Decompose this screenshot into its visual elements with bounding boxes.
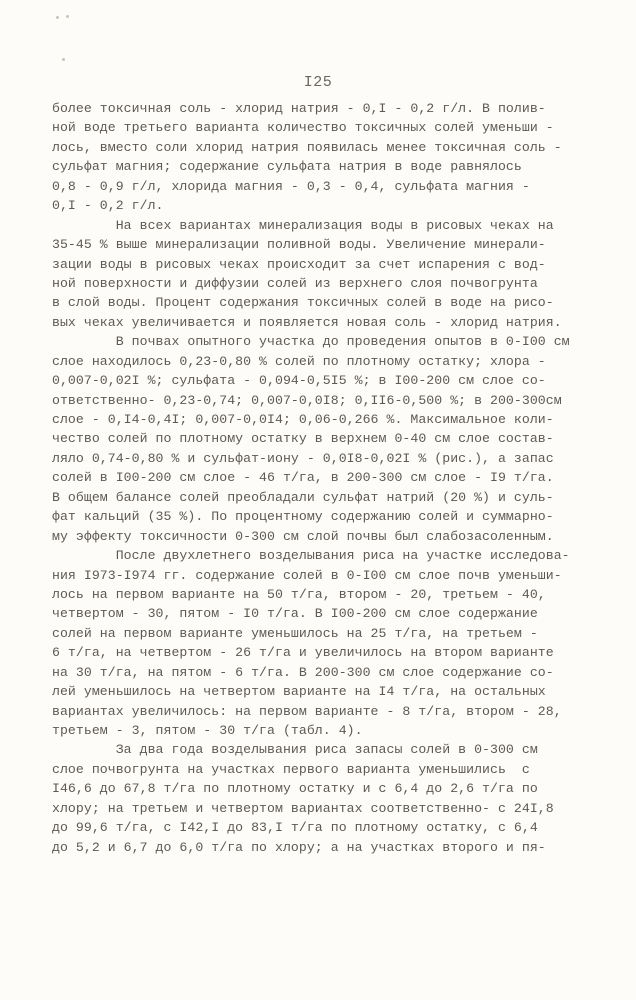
text-line: ной поверхности и диффузии солей из верхнего слоя почвогрунта [52, 275, 538, 291]
text-line: 0,007-0,02I %; сульфата - 0,094-0,5I5 %; в I00-200 см слое со- [52, 373, 546, 389]
text-line: лось на первом варианте на 50 т/га, втором - 20, третьем - 40, [52, 586, 546, 602]
text-line: 35-45 % выше минерализации поливной воды. Увеличение минерали- [52, 237, 546, 253]
text-line: четвертом - 30, пятом - I0 т/га. В I00-200 см слое содержание [52, 606, 538, 622]
text-line: чество солей по плотному остатку в верхнем 0-40 см слое состав- [52, 431, 554, 447]
text-line: В общем балансе солей преобладали сульфат натрий (20 %) и суль- [52, 489, 554, 505]
text-line: ния I973-I974 гг. содержание солей в 0-I00 см слое почв уменьши- [52, 567, 562, 583]
text-line: лось, вместо соли хлорид натрия появилась менее токсичная соль - [52, 139, 562, 155]
text-line: сульфат магния; содержание сульфата натрия в воде равнялось [52, 159, 522, 175]
text-line: ной воде третьего варианта количество токсичных солей уменьши - [52, 120, 554, 136]
text-line: ляло 0,74-0,80 % и сульфат-иону - 0,0I8-0,02I % (рис.), а запас [52, 450, 554, 466]
text-line: На всех вариантах минерализация воды в рисовых чеках на [52, 217, 554, 233]
text-line: фат кальций (35 %). По процентному содержанию солей и суммарно- [52, 509, 554, 525]
text-line: солей на первом варианте уменьшилось на 25 т/га, на третьем - [52, 625, 538, 641]
page-number: I25 [303, 74, 333, 91]
text-line: на 30 т/га, на пятом - 6 т/га. В 200-300 см слое содержание со- [52, 664, 554, 680]
text-line: 6 т/га, на четвертом - 26 т/га и увеличилось на втором варианте [52, 645, 554, 661]
text-line: ответственно- 0,23-0,74; 0,007-0,0I8; 0,II6-0,500 %; в 200-300см [52, 392, 562, 408]
text-line: слое - 0,I4-0,4I; 0,007-0,0I4; 0,06-0,266 %. Максимальное коли- [52, 412, 554, 427]
text-line: слое находилось 0,23-0,80 % солей по плотному остатку; хлора - [52, 353, 546, 369]
text-line: 0,8 - 0,9 г/л, хлорида магния - 0,3 - 0,4, сульфата магния - [52, 178, 530, 194]
text-line: зации воды в рисовых чеках происходит за счет испарения с вод- [52, 256, 546, 272]
text-line: третьем - 3, пятом - 30 т/га (табл. 4). [52, 723, 363, 738]
text-line: вых чеках увеличивается и появляется новая соль - хлорид натрия. [52, 314, 562, 330]
text-line: I46,6 до 67,8 т/га по плотному остатку и с 6,4 до 2,6 т/га по [52, 781, 538, 797]
text-line: вариантах увеличилось: на первом варианте - 8 т/га, втором - 28, [52, 703, 562, 719]
text-line: лей уменьшилось на четвертом варианте на I4 т/га, на остальных [52, 684, 546, 700]
text-line: до 99,6 т/га, с I42,I до 83,I т/га по плотному остатку, с 6,4 [52, 820, 538, 836]
text-line: слое почвогрунта на участках первого варианта уменьшились с [52, 761, 530, 777]
text-line: 0,I - 0,2 г/л. [52, 198, 164, 214]
text-line: до 5,2 и 6,7 до 6,0 т/га по хлору; а на участках второго и пя- [52, 839, 546, 855]
text-line: За два года возделывания риса запасы солей в 0-300 см [52, 742, 538, 758]
text-line: В почвах опытного участка до проведения опытов в 0-I00 см [52, 334, 570, 350]
text-line: солей в I00-200 см слое - 46 т/га, в 200-300 см слое - I9 т/га. [52, 470, 554, 486]
text-line: После двухлетнего возделывания риса на участке исследова- [52, 548, 570, 564]
text-line: му эффекту токсичности 0-300 см слой почвы был слабозасоленным. [52, 528, 554, 544]
text-line: в слой воды. Процент содержания токсичных солей в воде на рисо- [52, 295, 554, 311]
text-line: более токсичная соль - хлорид натрия - 0,I - 0,2 г/л. В полив- [52, 101, 546, 116]
text-line: хлору; на третьем и четвертом вариантах соответственно- с 24I,8 [52, 800, 554, 816]
body-text [52, 99, 592, 857]
scan-corner-marks [50, 12, 80, 72]
